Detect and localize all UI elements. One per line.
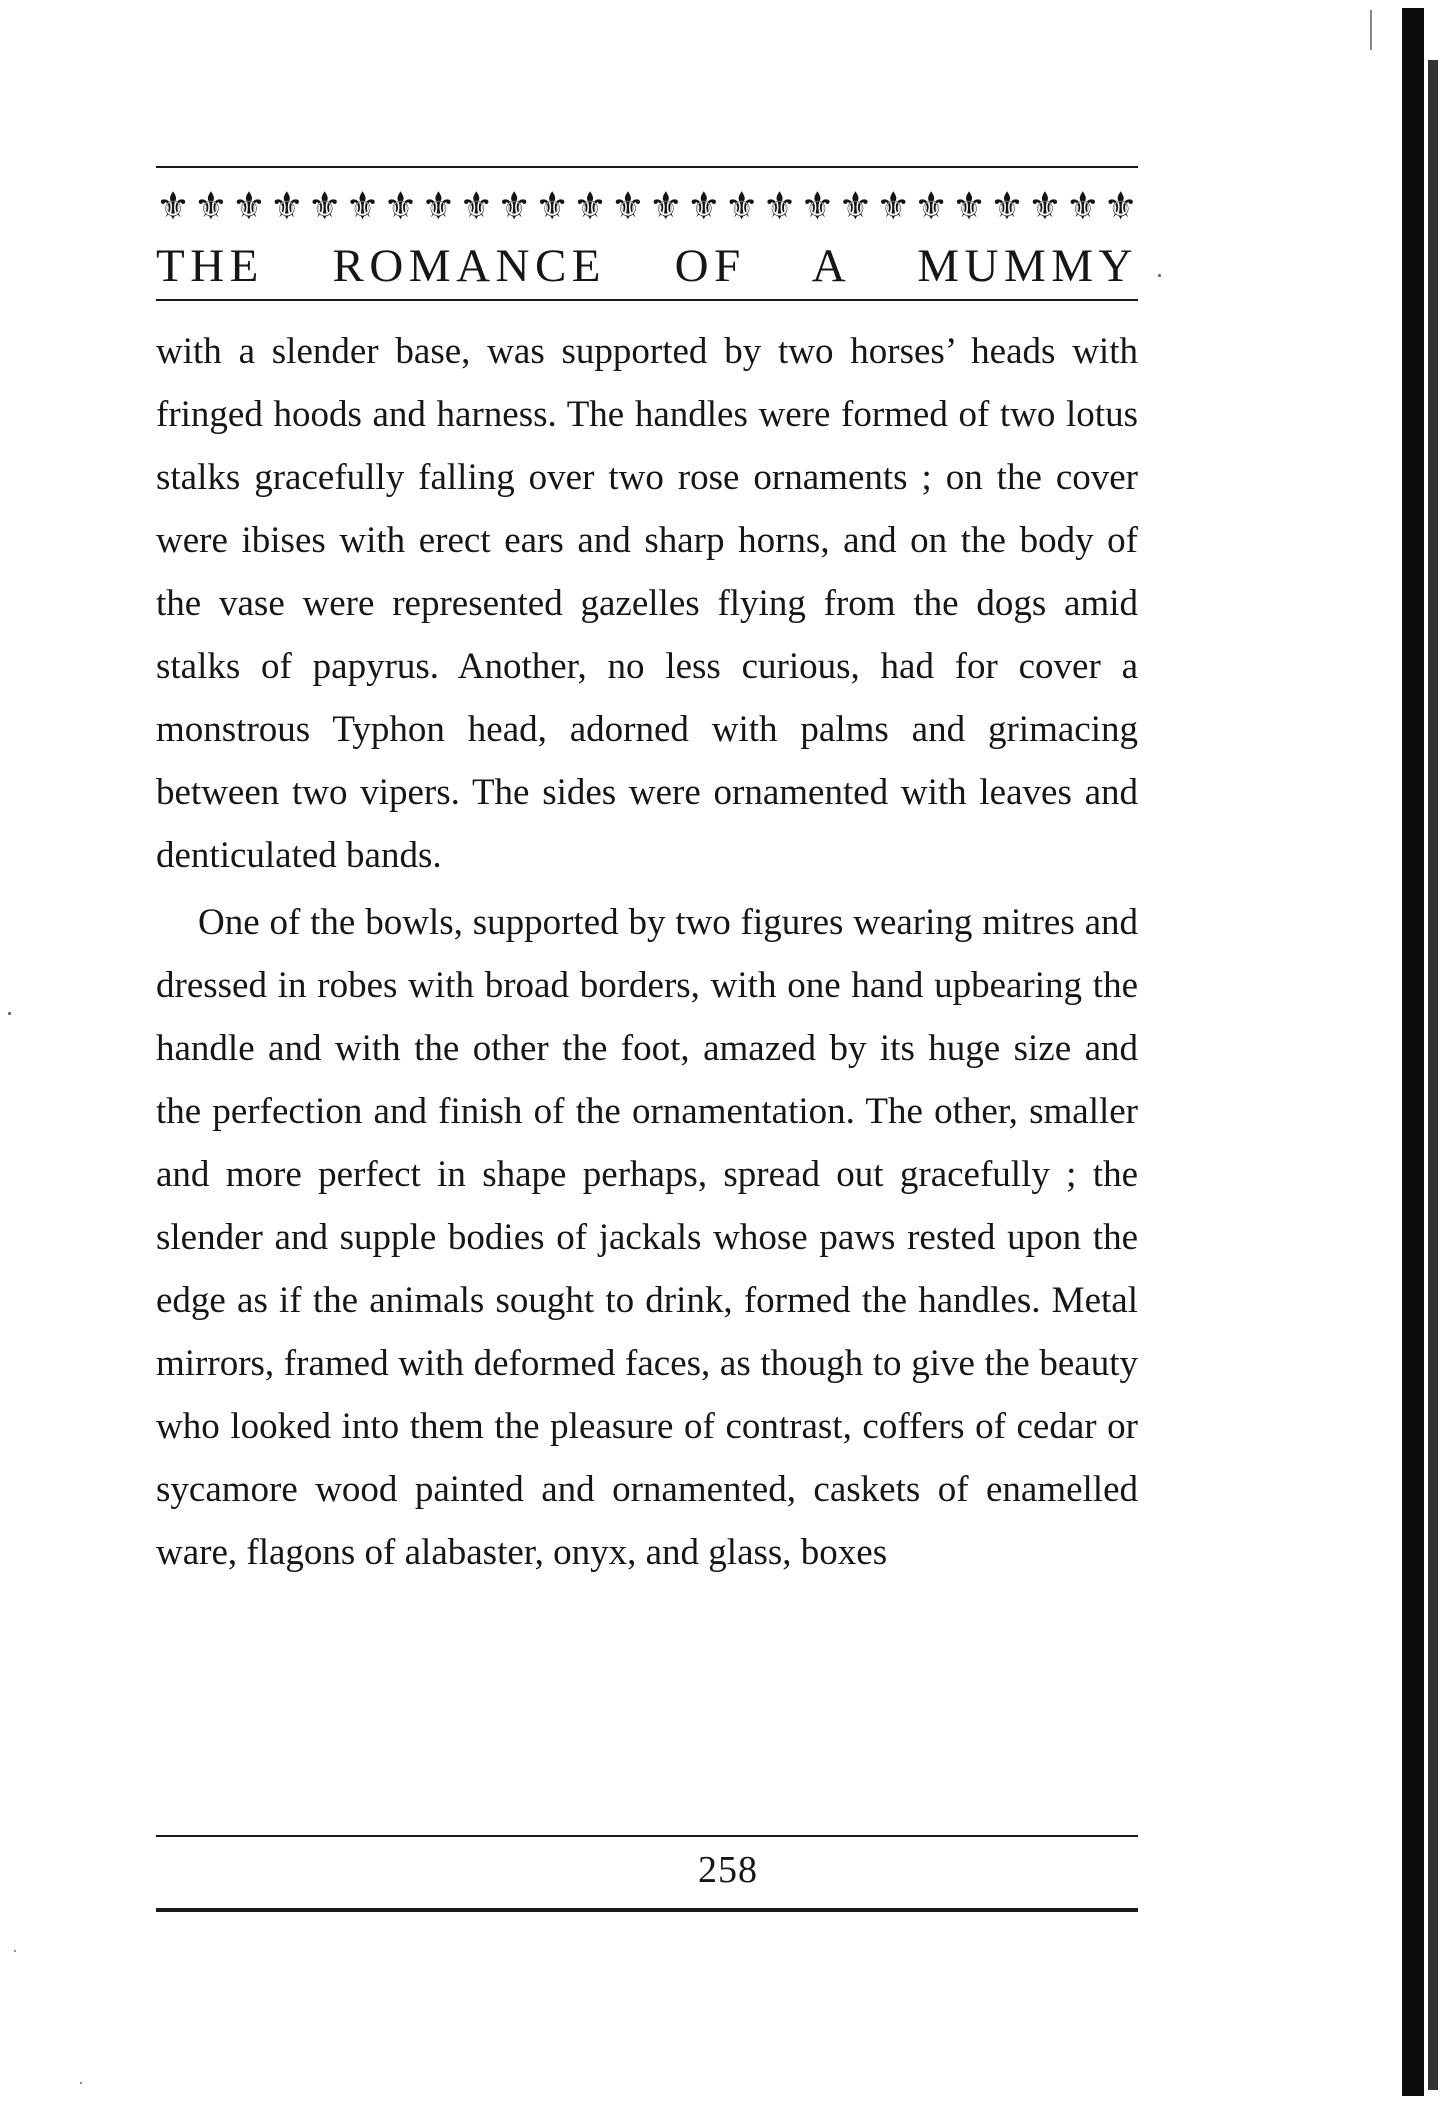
running-head: THE ROMANCE OF A MUMMY (156, 240, 1138, 292)
fleuron-ornament: ⚜ (876, 186, 911, 228)
fleuron-ornament: ⚜ (193, 186, 228, 228)
fleuron-ornament: ⚜ (800, 186, 835, 228)
footer-rule-lower (156, 1908, 1138, 1912)
fleuron-ornament: ⚜ (421, 186, 456, 228)
fleuron-ornament: ⚜ (572, 186, 608, 228)
fleuron-ornament: ⚜ (686, 186, 721, 228)
fleuron-ornament: ⚜ (459, 186, 494, 228)
header-underline (156, 299, 1138, 301)
fleuron-ornament: ⚜ (1103, 186, 1138, 228)
binding-edge-strip (1428, 60, 1438, 2090)
scan-speck (14, 1950, 16, 1952)
fleuron-ornament: ⚜ (1027, 186, 1062, 228)
fleuron-ornament: ⚜ (610, 186, 645, 228)
fleuron-ornament: ⚜ (724, 186, 759, 228)
binding-edge-thin-line (1370, 10, 1372, 50)
fleuron-ornament: ⚜ (307, 186, 342, 228)
fleuron-ornament: ⚜ (648, 186, 683, 228)
fleuron-ornament: ⚜ (497, 186, 532, 228)
fleuron-ornament: ⚜ (535, 186, 570, 228)
fleuron-ornament: ⚜ (762, 186, 797, 228)
fleuron-ornament: ⚜ (952, 186, 987, 228)
scan-speck (1158, 274, 1161, 277)
fleuron-ornament: ⚜ (914, 186, 949, 228)
fleuron-ornament: ⚜ (231, 186, 266, 228)
top-rule (156, 166, 1138, 168)
fleuron-ornament: ⚜ (989, 186, 1025, 228)
paragraph: One of the bowls, supported by two figures wearing mitres and dressed in robes with broad borders, with one hand upbearing the handle and with the other the foot, amazed by its huge size and the perfection and finish of the ornamentation. The other, smaller and more perfect in shape perhaps, spread out gracefully ; the slender and supple bodies of jackals whose paws rested upon the edge as if the animals sought to drink, formed the handles. Metal mirrors, framed with deformed faces, as though to give the beauty who looked into them the pleasure of contrast, coffers of cedar or sycamore wood painted and ornamented, caskets of enamelled ware, flagons of alabaster, onyx, and glass, boxes (156, 902, 1138, 1573)
body-text (156, 320, 1138, 1584)
binding-edge-shadow (1402, 8, 1424, 2096)
fleuron-ornament: ⚜ (345, 186, 380, 228)
scan-speck (80, 2082, 82, 2084)
fleuron-ornament: ⚜ (383, 186, 418, 228)
fleuron-ornament: ⚜ (269, 186, 304, 228)
paragraph-continued: with a slender base, was supported by two horses’ heads with fringed hoods and harness. The handles were formed of two lotus stalks gracefully falling over two rose ornaments ; on the cover were ibises with erect ears and sharp horns, and on the body of the vase were represented gazelles flying from the dogs amid stalks of papyrus. Another, no less curious, had for cover a monstrous Typhon head, adorned with palms and grimacing between two vipers. The sides were ornamented with leaves and denticulated bands. (156, 331, 1138, 876)
page-number: 258 (698, 1849, 758, 1891)
fleuron-ornament: ⚜ (1065, 186, 1100, 228)
fleuron-ornament-row (156, 181, 1138, 233)
footer-rule-upper (156, 1835, 1138, 1837)
scan-speck (8, 1012, 11, 1015)
fleuron-ornament: ⚜ (156, 186, 191, 228)
fleuron-ornament: ⚜ (838, 186, 873, 228)
